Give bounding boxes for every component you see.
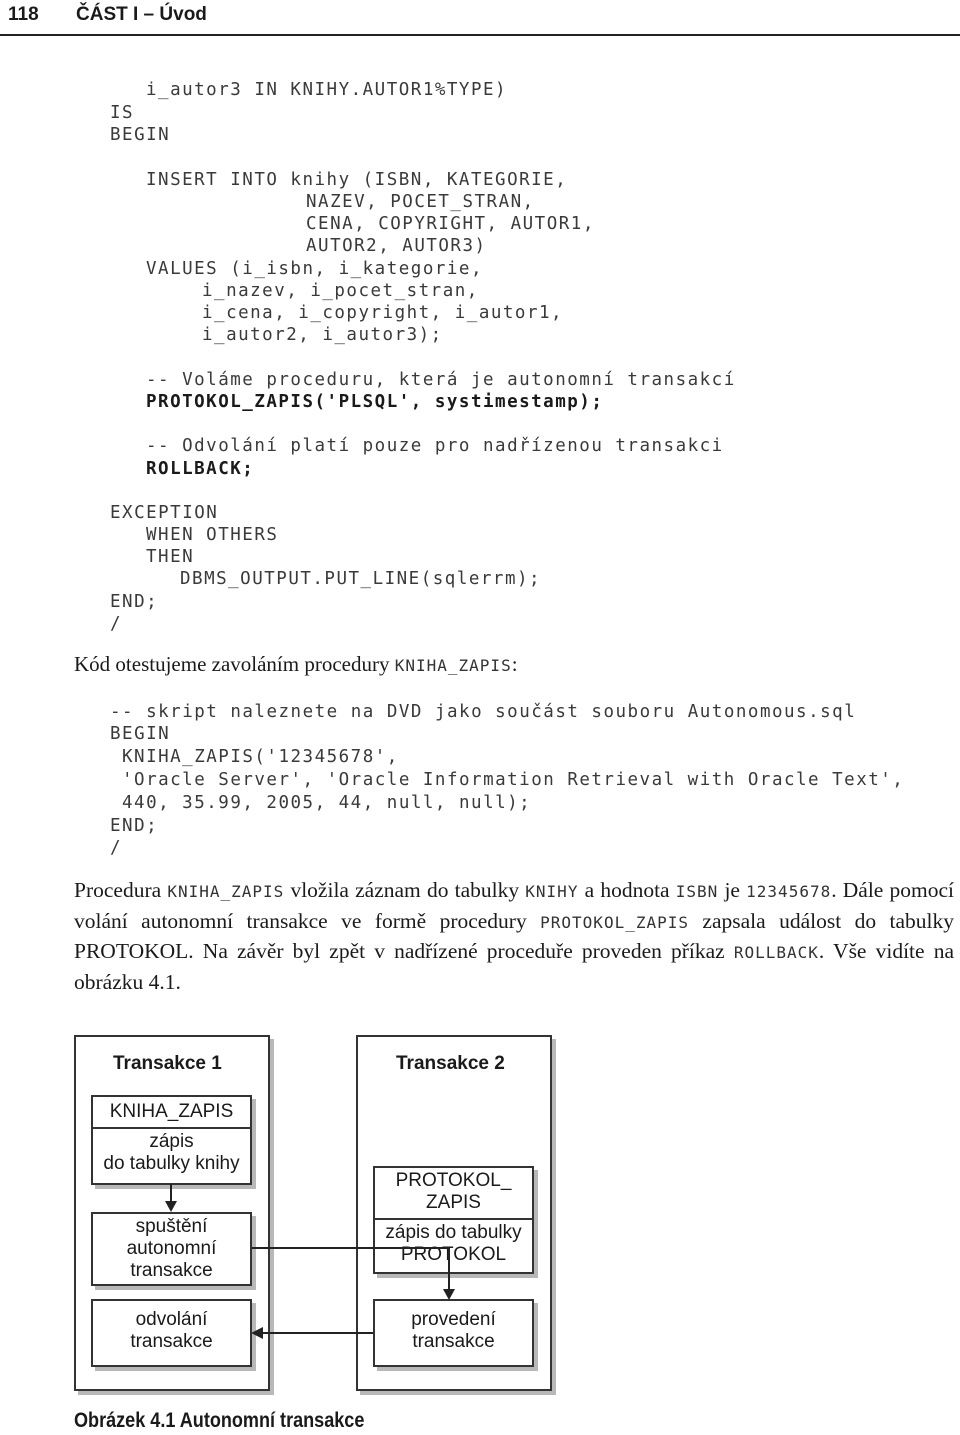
code-line: END; (110, 816, 159, 836)
box-text: zápis do tabulky (385, 1222, 522, 1243)
box-text: PROTOKOL (400, 1244, 507, 1265)
code-line-bold: ROLLBACK; (146, 459, 255, 479)
text-run: a hodnota (578, 878, 676, 902)
text-run: vložila záznam do tabulky (284, 878, 526, 902)
page-number: 118 (8, 4, 39, 25)
code-line: BEGIN (110, 724, 171, 744)
chapter-title: ČÁST I – Úvod (76, 4, 207, 25)
code-line: THEN (146, 547, 195, 567)
box-title: PROTOKOL_ (395, 1170, 512, 1191)
inline-code: KNIHA_ZAPIS (394, 656, 512, 675)
box-text: odvolání (135, 1309, 208, 1330)
box-text: zápis (149, 1131, 194, 1152)
text-run: zapsala událost do tabulky PROTOKOL. Na závěr byl zpět v nadřízené proceduře proveden příkaz (74, 908, 955, 963)
code-listing (0, 0, 960, 660)
transaction-2-title: Transakce 2 (396, 1053, 505, 1074)
code-line: EXCEPTION (110, 503, 219, 523)
inline-code: 12345678 (746, 882, 832, 901)
box-text: transakce (412, 1331, 495, 1352)
transaction-1-title: Transakce 1 (113, 1053, 222, 1074)
box-title: ZAPIS (426, 1192, 481, 1213)
code-line: i_cena, i_copyright, i_autor1, (202, 303, 564, 323)
figure-caption: Obrázek 4.1 Autonomní transakce (74, 1409, 365, 1432)
box-text: autonomní (126, 1238, 217, 1259)
code-line: VALUES (i_isbn, i_kategorie, (146, 259, 484, 279)
body-paragraph (74, 876, 954, 997)
figure-diagram (0, 1030, 960, 1400)
intro-text: Kód otestujeme zavoláním procedury (74, 652, 395, 676)
code-line: 440, 35.99, 2005, 44, null, null); (122, 793, 532, 813)
arrow-left-icon (251, 1327, 263, 1339)
inline-code: ROLLBACK (733, 943, 819, 962)
diagram-arrows (0, 1030, 960, 1400)
box-text: transakce (130, 1260, 213, 1281)
code-line: i_autor3 IN KNIHY.AUTOR1%TYPE) (146, 80, 508, 100)
box-text: provedení (411, 1309, 496, 1330)
code-line: KNIHA_ZAPIS('12345678', (122, 747, 399, 767)
box-text: spuštění (135, 1216, 208, 1237)
intro-sentence (74, 652, 518, 677)
code-line: NAZEV, POCET_STRAN, (306, 192, 535, 212)
code-line: 'Oracle Server', 'Oracle Information Retrieval with Oracle Text', (122, 770, 905, 790)
box-text: do tabulky knihy (103, 1153, 240, 1174)
code-line: / (110, 614, 123, 634)
code-comment: -- Odvolání platí pouze pro nadřízenou transakci (146, 436, 724, 456)
arrow-down-icon (443, 1289, 455, 1300)
code-line-bold: PROTOKOL_ZAPIS('PLSQL', systimestamp); (146, 392, 604, 412)
intro-suffix: : (511, 652, 518, 676)
code-line: / (110, 838, 123, 858)
code-line: INSERT INTO knihy (ISBN, KATEGORIE, (146, 170, 568, 190)
box-text: transakce (130, 1331, 213, 1352)
inline-code: KNIHA_ZAPIS (167, 882, 285, 901)
arrow-down-icon (165, 1201, 177, 1212)
code-line: DBMS_OUTPUT.PUT_LINE(sqlerrm); (180, 569, 542, 589)
text-run: Procedura (74, 878, 168, 902)
box-title: KNIHA_ZAPIS (109, 1101, 234, 1122)
text-run: . Vše vidíte na obrázku 4.1. (74, 939, 955, 994)
text-run: . Dále pomocí volání autonomní transakce ve formě procedury (74, 878, 955, 933)
code-comment: -- skript naleznete na DVD jako součást souboru Autonomous.sql (110, 702, 857, 722)
code-line: CENA, COPYRIGHT, AUTOR1, (306, 214, 595, 234)
inline-code: KNIHY (525, 882, 579, 901)
code-line: END; (110, 592, 159, 612)
code-line: WHEN OTHERS (146, 525, 279, 545)
inline-code: PROTOKOL_ZAPIS (540, 912, 689, 932)
code-line: AUTOR2, AUTOR3) (306, 236, 487, 256)
code-line: BEGIN (110, 125, 171, 145)
code-line: i_nazev, i_pocet_stran, (202, 281, 479, 301)
code-comment: -- Voláme proceduru, která je autonomní transakcí (146, 370, 736, 390)
code-line: IS (110, 103, 135, 123)
code-line: i_autor2, i_autor3); (202, 325, 443, 345)
text-run: je (718, 878, 747, 902)
inline-code: ISBN (675, 882, 719, 901)
